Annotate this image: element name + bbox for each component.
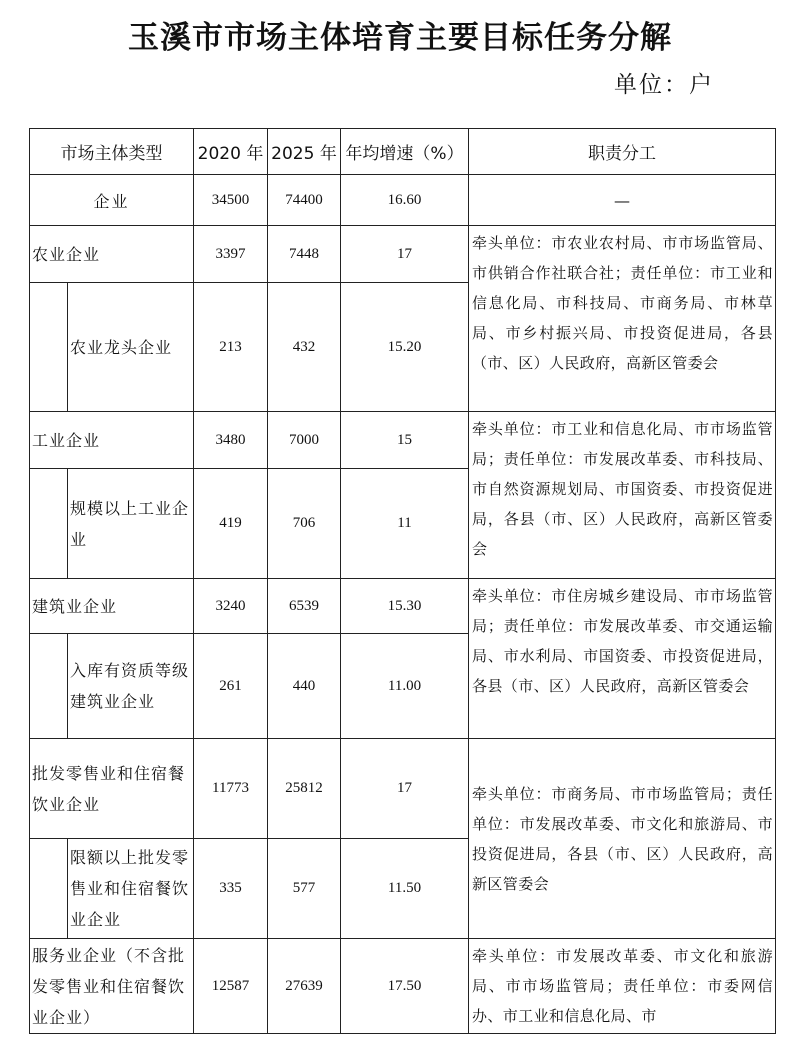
table-header-row [30,129,776,175]
growth-value: 11 [341,469,469,579]
value-2020: 261 [194,634,268,739]
value-2025: 7448 [268,226,341,283]
duty-cell: 牵头单位：市工业和信息化局、市市场监管局；责任单位：市发展改革委、市科技局、市自然资源规划局、市国资委、市投资促进局，各县（市、区）人民政府，高新区管委会 [469,412,776,579]
value-2025: 706 [268,469,341,579]
indent-cell [30,839,68,939]
value-2020: 3240 [194,579,268,634]
duty-cell: 牵头单位：市商务局、市市场监管局；责任单位：市发展改革委、市文化和旅游局、市投资促进局，各县（市、区）人民政府，高新区管委会 [469,739,776,939]
type-cell: 限额以上批发零售业和住宿餐饮业企业 [68,839,194,939]
indent-cell [30,283,68,412]
growth-value: 11.00 [341,634,469,739]
growth-value: 17 [341,226,469,283]
value-2025: 577 [268,839,341,939]
type-cell: 规模以上工业企业 [68,469,194,579]
type-cell: 建筑业企业 [30,579,194,634]
duty-cell: — [469,175,776,226]
value-2020: 34500 [194,175,268,226]
value-2025: 27639 [268,939,341,1034]
type-cell: 企业 [30,175,194,226]
growth-value: 15.30 [341,579,469,634]
header-2025: 2025 年 [268,129,341,175]
table-row-main [30,739,776,839]
table-row-service [30,939,776,1034]
target-task-table [29,128,776,1034]
header-type: 市场主体类型 [30,129,194,175]
value-2020: 213 [194,283,268,412]
value-2020: 3480 [194,412,268,469]
table-row-enterprise [30,175,776,226]
duty-cell: 牵头单位：市农业农村局、市市场监管局、市供销合作社联合社；责任单位：市工业和信息化局、市科技局、市商务局、市林草局、市乡村振兴局、市投资促进局，各县（市、区）人民政府，高新区管委会 [469,226,776,412]
type-cell: 工业企业 [30,412,194,469]
value-2020: 335 [194,839,268,939]
header-duty: 职责分工 [469,129,776,175]
indent-cell [30,469,68,579]
indent-cell [30,634,68,739]
growth-value: 15.20 [341,283,469,412]
type-cell: 农业企业 [30,226,194,283]
growth-value: 16.60 [341,175,469,226]
table-row-main [30,412,776,469]
unit-label: 单位：户 [614,72,714,98]
type-cell: 入库有资质等级建筑业企业 [68,634,194,739]
header-2020: 2020 年 [194,129,268,175]
value-2020: 3397 [194,226,268,283]
type-cell: 农业龙头企业 [68,283,194,412]
value-2020: 11773 [194,739,268,839]
growth-value: 17 [341,739,469,839]
duty-cell: 牵头单位：市住房城乡建设局、市市场监管局；责任单位：市发展改革委、市交通运输局、市水利局、市国资委、市投资促进局，各县（市、区）人民政府，高新区管委会 [469,579,776,739]
header-growth: 年均增速（%） [341,129,469,175]
table-row-main [30,226,776,283]
type-cell: 批发零售业和住宿餐饮业企业 [30,739,194,839]
duty-cell: 牵头单位：市发展改革委、市文化和旅游局、市市场监管局；责任单位：市委网信办、市工业和信息化局、市 [469,939,776,1034]
growth-value: 11.50 [341,839,469,939]
value-2025: 7000 [268,412,341,469]
table-row-main [30,579,776,634]
type-cell: 服务业企业（不含批发零售业和住宿餐饮业企业） [30,939,194,1034]
value-2025: 432 [268,283,341,412]
growth-value: 17.50 [341,939,469,1034]
document-title: 玉溪市市场主体培育主要目标任务分解 [128,20,672,56]
value-2025: 6539 [268,579,341,634]
value-2020: 12587 [194,939,268,1034]
value-2025: 440 [268,634,341,739]
value-2025: 25812 [268,739,341,839]
growth-value: 15 [341,412,469,469]
value-2025: 74400 [268,175,341,226]
value-2020: 419 [194,469,268,579]
